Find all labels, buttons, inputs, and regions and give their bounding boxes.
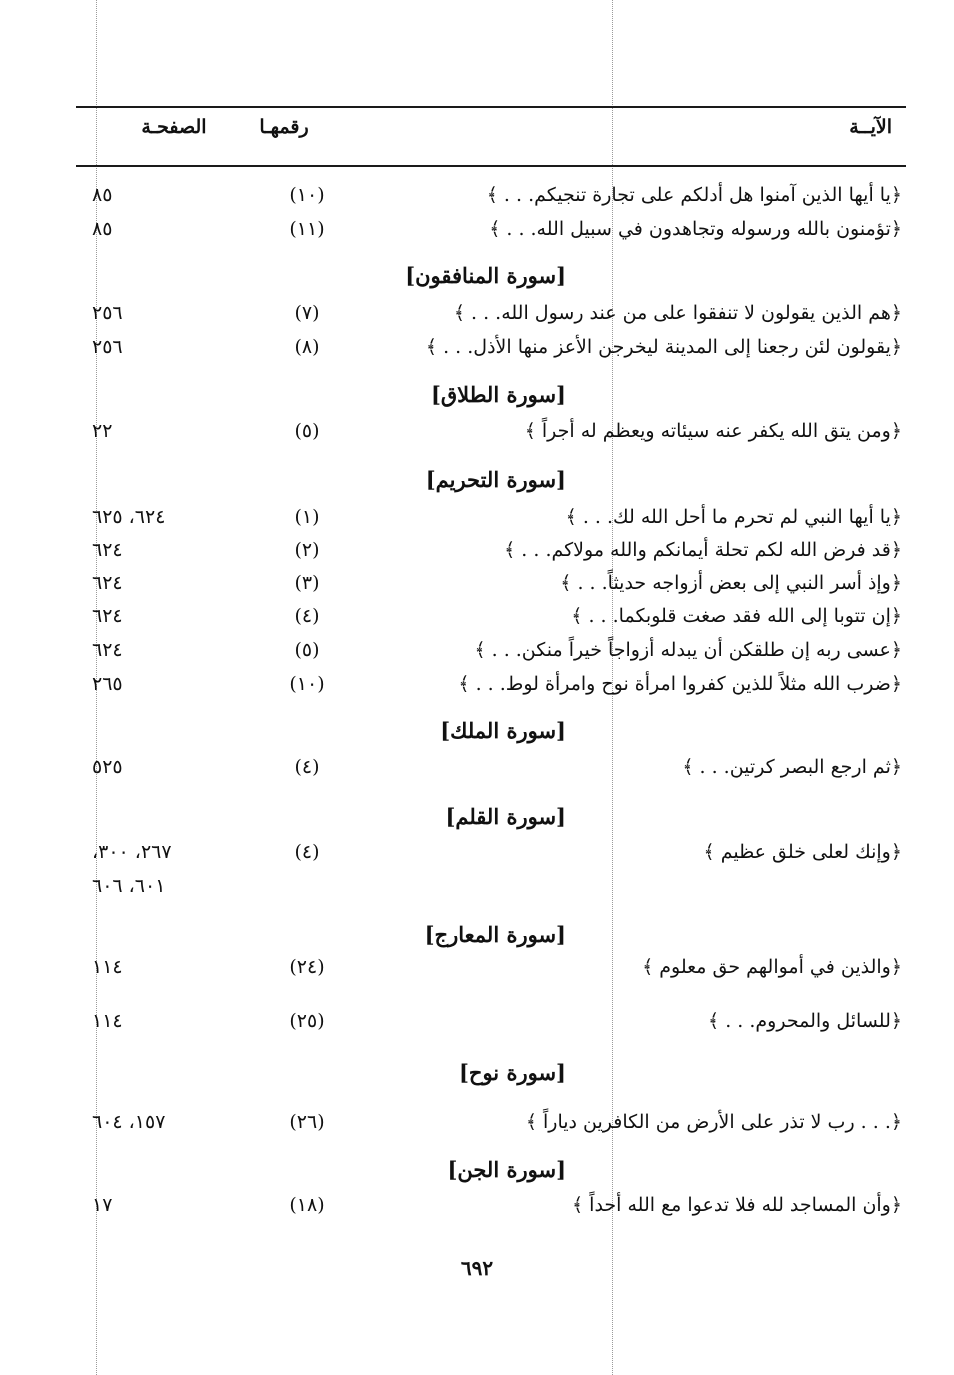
- page-ref: ٢٢: [92, 420, 113, 442]
- table-row: [72, 178, 902, 212]
- header-number: رقمهـا: [259, 116, 309, 138]
- table-row: [72, 1105, 902, 1139]
- verse-text: ﴿للسائل والمحروم. . . ﴾: [708, 1010, 902, 1032]
- table-row: [72, 750, 902, 784]
- table-row: [72, 533, 902, 567]
- verse-number: (٤): [294, 605, 320, 627]
- header-rule: [76, 165, 906, 167]
- verse-text: ﴿يا أيها الذين آمنوا هل أدلكم على تجارة تنجيكم. . . ﴾: [486, 184, 902, 206]
- page-ref: ٢٦٥: [92, 673, 123, 695]
- verse-number: (٤): [294, 756, 320, 778]
- page-ref: ٦٢٤، ٦٢٥: [92, 506, 166, 528]
- verse-text: ﴿ثم ارجع البصر كرتين. . . ﴾: [682, 756, 902, 778]
- verse-text: ﴿ضرب الله مثلاً للذين كفروا امرأة نوح وامرأة لوط. . . ﴾: [458, 673, 902, 695]
- verse-text: ﴿هم الذين يقولون لا تنفقوا على من عند رسول الله. . . ﴾: [453, 302, 902, 324]
- verse-number: (٢٥): [289, 1010, 325, 1032]
- verse-text: ﴿قد فرض الله لكم تحلة أيمانكم والله مولاكم. . . ﴾: [504, 539, 902, 561]
- verse-number: (٥): [294, 420, 320, 442]
- verse-number: (٧): [294, 302, 320, 324]
- verse-number: (٣): [294, 572, 320, 594]
- table-row-continued: [72, 869, 902, 903]
- page-ref: ١٧: [92, 1194, 113, 1216]
- table-row: [72, 1004, 902, 1038]
- table-row: [72, 330, 902, 364]
- page-ref: ١١٤: [92, 956, 123, 978]
- page-ref: ٦٢٤: [92, 639, 123, 661]
- surah-heading: [سورة المعارج]: [424, 922, 566, 947]
- verse-text: ﴿يا أيها النبي لم تحرم ما أحل الله لك. . . ﴾: [565, 506, 902, 528]
- verse-text: ﴿وإنك لعلى خلق عظيم ﴾: [703, 841, 902, 863]
- verse-number: (١): [294, 506, 320, 528]
- verse-number: (١٨): [289, 1194, 325, 1216]
- verse-text: ﴿تؤمنون بالله ورسوله وتجاهدون في سبيل الله. . . ﴾: [489, 218, 902, 240]
- page-ref: ٦٢٤: [92, 605, 123, 627]
- table-row: [72, 950, 902, 984]
- verse-number: (١١): [289, 218, 325, 240]
- verse-text: ﴿وأن المساجد لله فلا تدعوا مع الله أحداً ﴾: [572, 1194, 902, 1216]
- verse-number: (٢٦): [289, 1111, 325, 1133]
- page-ref: ٢٥٦: [92, 336, 123, 358]
- page-ref: ٢٦٧، ٣٠٠،: [92, 841, 172, 863]
- verse-number: (٨): [294, 336, 320, 358]
- verse-text: ﴿وإذ أسر النبي إلى بعض أزواجه حديثاً. . . ﴾: [560, 572, 902, 594]
- surah-heading: [سورة الجن]: [447, 1157, 566, 1182]
- table-row: [72, 667, 902, 701]
- surah-heading: [سورة الملك]: [440, 718, 566, 743]
- page-ref: ١٥٧، ٦٠٤: [92, 1111, 166, 1133]
- page-ref: ٦٠١، ٦٠٦: [92, 875, 166, 897]
- table-row: [72, 599, 902, 633]
- verse-number: (١٠): [289, 673, 325, 695]
- header-verse: الآيــة: [849, 116, 892, 138]
- verse-text: ﴿يقولون لئن رجعنا إلى المدينة ليخرجن الأعز منها الأذل. . . ﴾: [425, 336, 902, 358]
- verse-text: ﴿عسى ربه إن طلقكن أن يبدله أزواجاً خيراً منكن. . . ﴾: [474, 639, 902, 661]
- surah-heading: [سورة القلم]: [445, 804, 566, 829]
- page-ref: ٨٥: [92, 218, 113, 240]
- table-row: [72, 633, 902, 667]
- verse-number: (٢): [294, 539, 320, 561]
- surah-heading: [سورة نوح]: [458, 1060, 566, 1085]
- verse-text: ﴿. . . رب لا تذر على الأرض من الكافرين دياراً ﴾: [525, 1111, 902, 1133]
- page-ref: ٨٥: [92, 184, 113, 206]
- table-row: [72, 835, 902, 869]
- verse-number: (٢٤): [289, 956, 325, 978]
- page-ref: ٢٥٦: [92, 302, 123, 324]
- table-row: [72, 566, 902, 600]
- page-ref: ٦٢٤: [92, 572, 123, 594]
- surah-heading: [سورة المنافقون]: [405, 263, 566, 288]
- verse-number: (١٠): [289, 184, 325, 206]
- page-ref: ٦٢٤: [92, 539, 123, 561]
- verse-number: (٥): [294, 639, 320, 661]
- verse-number: (٤): [294, 841, 320, 863]
- table-row: [72, 296, 902, 330]
- verse-text: ﴿ومن يتق الله يكفر عنه سيئاته ويعظم له أجراً ﴾: [524, 420, 902, 442]
- table-row: [72, 500, 902, 534]
- table-row: [72, 414, 902, 448]
- page-number: ٦٩٢: [460, 1256, 494, 1280]
- surah-heading: [سورة الطلاق]: [430, 382, 566, 407]
- page-ref: ٥٢٥: [92, 756, 123, 778]
- table-row: [72, 1188, 902, 1222]
- page-ref: ١١٤: [92, 1010, 123, 1032]
- table-row: [72, 212, 902, 246]
- verse-text: ﴿والذين في أموالهم حق معلوم ﴾: [642, 956, 902, 978]
- surah-heading: [سورة التحريم]: [425, 467, 566, 492]
- header-page: الصفحـة: [141, 116, 207, 138]
- verse-text: ﴿إن تتوبا إلى الله فقد صغت قلوبكما. . . ﴾: [571, 605, 902, 627]
- top-rule: [76, 106, 906, 108]
